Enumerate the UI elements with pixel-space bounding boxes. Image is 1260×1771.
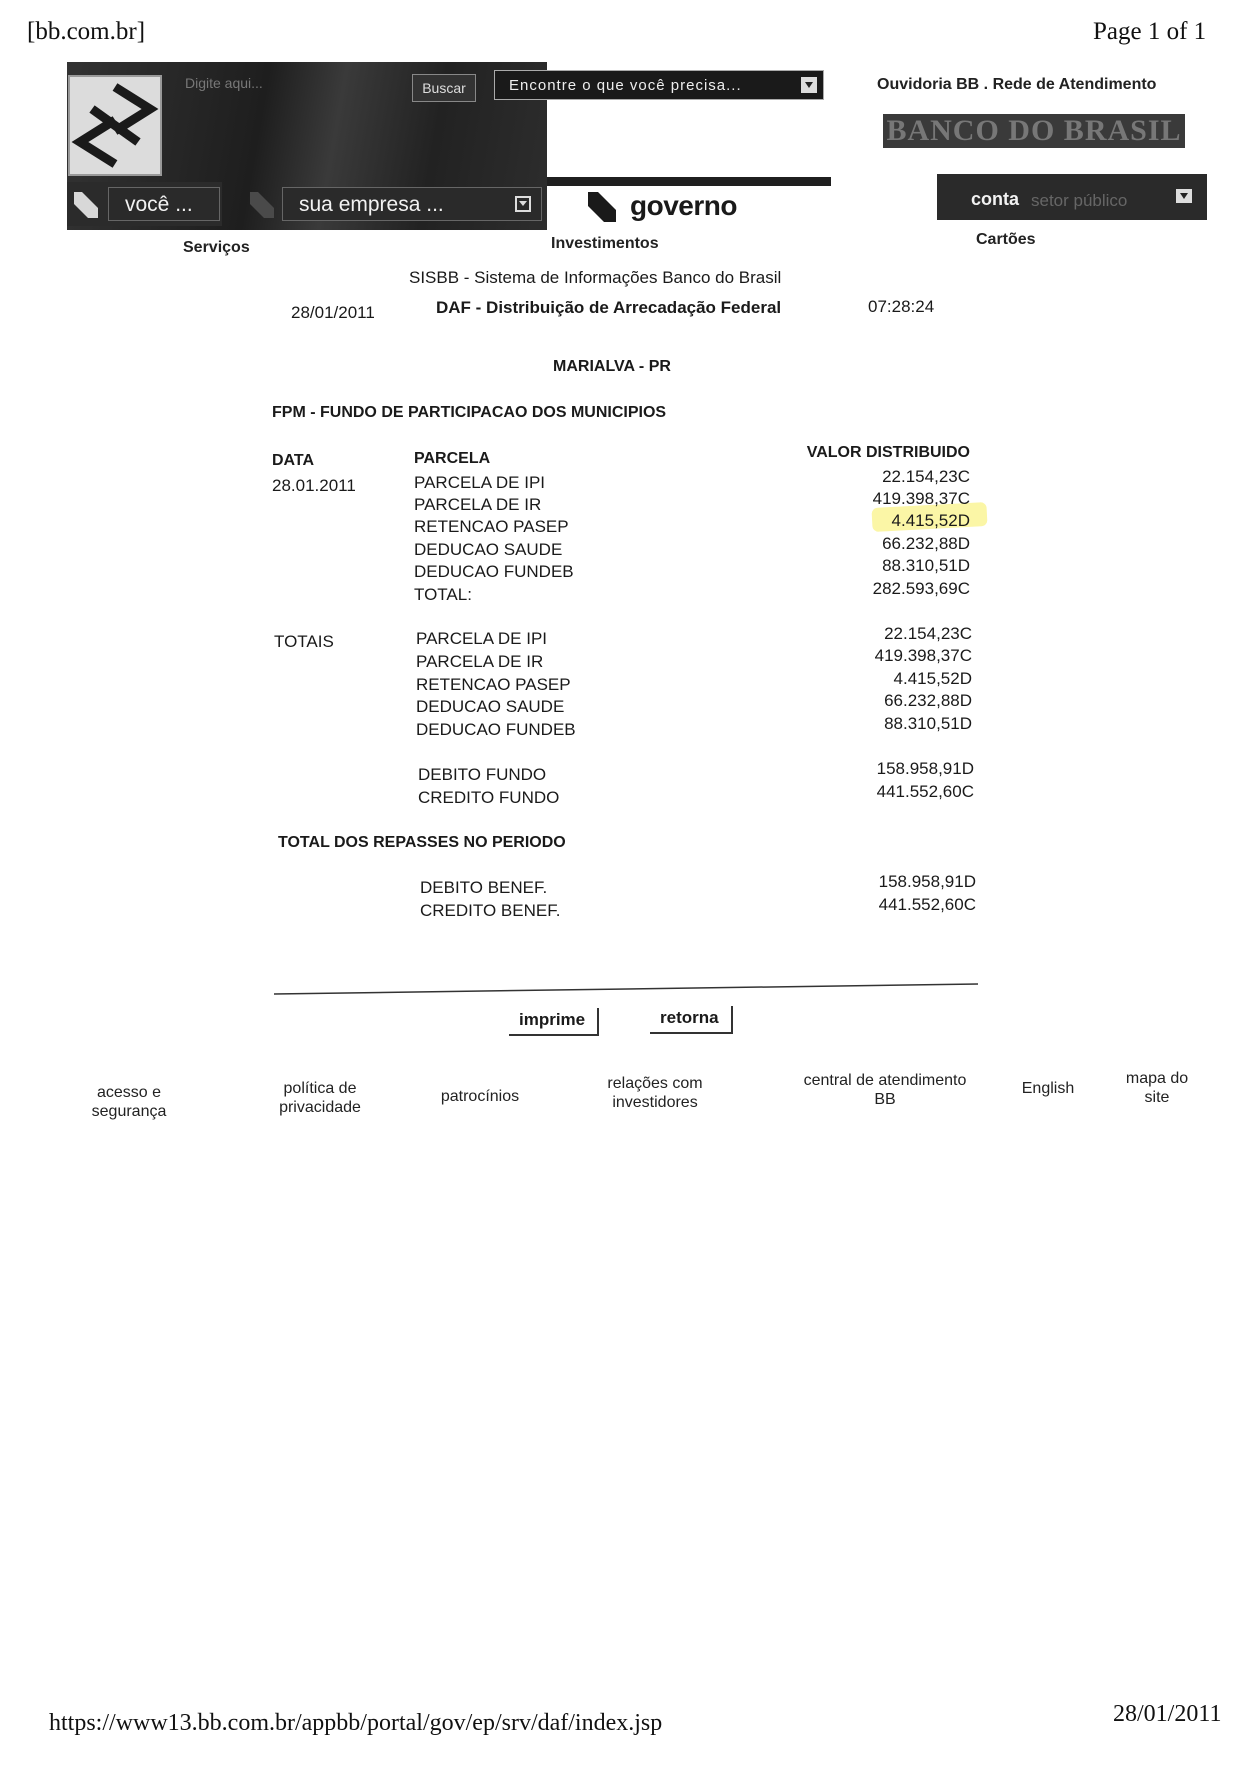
footer-link-line: investidores — [612, 1094, 698, 1111]
bb-logo-icon — [70, 77, 160, 174]
footer-link-politica-privacidade[interactable] — [265, 1079, 375, 1117]
print-header-site: [bb.com.br] — [27, 18, 146, 45]
fundo-row-parcela: CREDITO FUNDO — [418, 788, 560, 807]
table-row-valor: 419.398,37C — [872, 489, 970, 508]
fundo-row-valor: 158.958,91D — [876, 759, 974, 778]
table-row-total-valor: 282.593,69C — [872, 579, 970, 598]
footer-link-line: site — [1144, 1089, 1170, 1106]
footer-link-relacoes-investidores[interactable] — [590, 1074, 720, 1112]
table-row-valor: 66.232,88D — [882, 534, 970, 553]
footer-link-line: central de atendimento — [803, 1072, 967, 1089]
totais-row-valor: 66.232,88D — [884, 691, 972, 710]
totais-row-parcela: PARCELA DE IPI — [416, 629, 548, 648]
totais-row-valor: 22.154,23C — [884, 624, 972, 643]
nav-servicos[interactable]: Serviços — [183, 239, 250, 256]
table-row-parcela: PARCELA DE IPI — [414, 473, 546, 492]
sua-empresa-label: sua empresa ... — [299, 193, 444, 216]
print-header-page: Page 1 of 1 — [1093, 18, 1207, 45]
column-valor: VALOR DISTRIBUIDO — [806, 444, 970, 461]
setor-publico-label: setor público — [1031, 191, 1128, 210]
arrow-icon — [72, 190, 100, 220]
print-footer-url: https://www13.bb.com.br/appbb/portal/gov/ep/srv/daf/index.jsp — [49, 1710, 663, 1736]
benef-row-parcela: CREDITO BENEF. — [420, 901, 561, 920]
footer-link-line: mapa do — [1125, 1070, 1189, 1087]
nav-cartoes[interactable]: Cartões — [976, 231, 1036, 248]
governo-tab-bar — [547, 177, 831, 186]
benef-row-valor: 441.552,60C — [878, 895, 976, 914]
conta-label: conta — [971, 189, 1020, 209]
footer-link-line: privacidade — [279, 1099, 361, 1116]
arrow-icon — [586, 190, 618, 224]
table-row-parcela: DEDUCAO SAUDE — [414, 540, 563, 559]
divider-line — [274, 980, 978, 996]
table-row-parcela: DEDUCAO FUNDEB — [414, 562, 574, 581]
table-row-valor: 4.415,52D — [891, 511, 970, 530]
chevron-down-icon — [515, 196, 531, 212]
footer-link-line: política de — [283, 1080, 357, 1097]
report-title: DAF - Distribuição de Arrecadação Federal — [436, 298, 782, 317]
banco-do-brasil-wordmark: BANCO DO BRASIL — [883, 114, 1185, 148]
buscar-button[interactable]: Buscar — [412, 74, 476, 102]
row-date: 28.01.2011 — [272, 476, 356, 495]
sua-empresa-menu[interactable] — [282, 187, 542, 221]
print-footer-date: 28/01/2011 — [1113, 1701, 1222, 1727]
fund-title: FPM - FUNDO DE PARTICIPACAO DOS MUNICIPIOS — [272, 404, 667, 421]
table-row-valor: 88.310,51D — [882, 556, 970, 575]
nav-investimentos[interactable]: Investimentos — [551, 235, 659, 252]
chevron-down-icon — [1176, 189, 1192, 203]
totais-row-parcela: DEDUCAO FUNDEB — [416, 720, 576, 739]
footer-link-line: acesso e — [96, 1084, 162, 1101]
footer-link-english[interactable]: English — [1021, 1080, 1075, 1097]
table-row-parcela: RETENCAO PASEP — [414, 517, 569, 536]
fundo-row-valor: 441.552,60C — [876, 782, 974, 801]
totais-row-parcela: DEDUCAO SAUDE — [416, 697, 565, 716]
totais-row-parcela: RETENCAO PASEP — [416, 675, 571, 694]
municipality: MARIALVA - PR — [553, 358, 671, 375]
totais-row-parcela: PARCELA DE IR — [416, 652, 544, 671]
table-row-total-label: TOTAL: — [414, 585, 472, 604]
arrow-icon — [248, 190, 276, 220]
footer-link-line: BB — [874, 1091, 896, 1108]
benef-row-valor: 158.958,91D — [878, 872, 976, 891]
report-date: 28/01/2011 — [291, 303, 375, 322]
repasses-title: TOTAL DOS REPASSES NO PERIODO — [278, 834, 566, 851]
search-input[interactable]: Digite aqui... — [185, 75, 263, 91]
footer-link-mapa-site[interactable] — [1112, 1069, 1202, 1107]
fundo-row-parcela: DEBITO FUNDO — [418, 765, 547, 784]
imprime-button[interactable]: imprime — [509, 1008, 599, 1036]
banco-do-brasil-logo[interactable] — [68, 75, 162, 176]
report-time: 07:28:24 — [868, 297, 935, 316]
chevron-down-icon — [801, 77, 817, 93]
footer-link-line: relações com — [607, 1075, 703, 1092]
footer-link-line: segurança — [91, 1103, 167, 1120]
retorna-button[interactable]: retorna — [650, 1006, 733, 1034]
system-title: SISBB - Sistema de Informações Banco do Brasil — [409, 268, 782, 287]
governo-menu[interactable]: governo — [630, 190, 737, 221]
totais-row-valor: 419.398,37C — [874, 646, 972, 665]
encontre-dropdown[interactable] — [494, 70, 824, 100]
footer-link-patrocinios[interactable]: patrocínios — [440, 1088, 520, 1105]
footer-link-acesso-seguranca[interactable] — [79, 1083, 179, 1121]
benef-row-parcela: DEBITO BENEF. — [420, 878, 548, 897]
encontre-label: Encontre o que você precisa... — [509, 77, 742, 94]
column-parcela: PARCELA — [414, 450, 491, 467]
voce-menu[interactable]: você ... — [108, 187, 220, 221]
footer-link-central-atendimento[interactable] — [790, 1071, 980, 1109]
totais-label: TOTAIS — [274, 632, 334, 651]
totais-row-valor: 4.415,52D — [893, 669, 972, 688]
totais-row-valor: 88.310,51D — [884, 714, 972, 733]
table-row-valor: 22.154,23C — [882, 467, 970, 486]
table-row-parcela: PARCELA DE IR — [414, 495, 542, 514]
ouvidoria-link[interactable]: Ouvidoria BB . Rede de Atendimento — [877, 76, 1157, 93]
column-data: DATA — [272, 452, 315, 469]
